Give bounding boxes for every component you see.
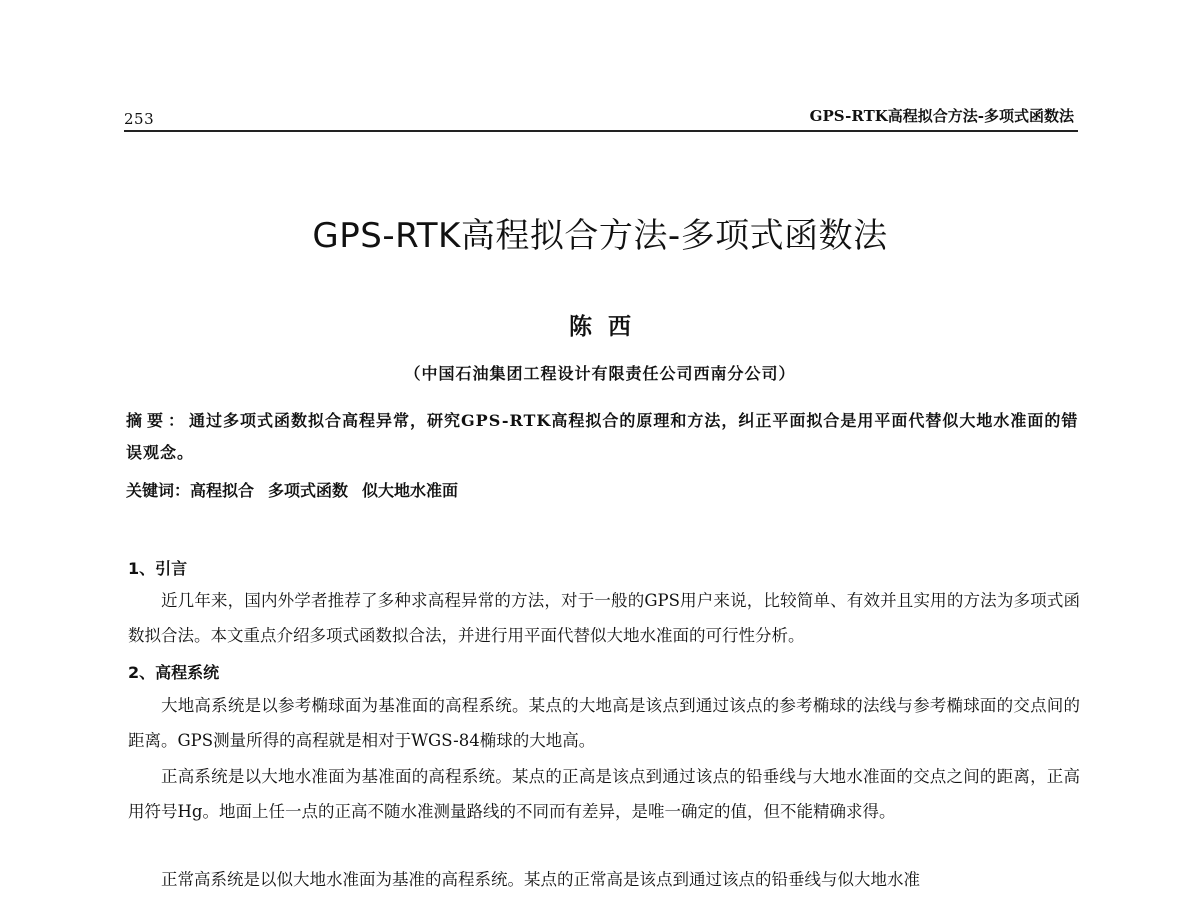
keyword-item: 多项式函数 bbox=[268, 481, 349, 500]
page-number: 253 bbox=[124, 110, 155, 128]
body-paragraph: 正高系统是以大地水准面为基准面的高程系统。某点的正高是该点到通过该点的铅垂线与大地水准面的交点之间的距离，正高用符号Hg。地面上任一点的正高不随水准测量路线的不同而有差异，是唯一确定的值，但不能精确求得。 bbox=[128, 767, 1080, 821]
body-paragraph: 正常高系统是以似大地水准面为基准的高程系统。某点的正常高是该点到通过该点的铅垂线与似大地水准 bbox=[161, 870, 920, 889]
keywords-label: 关键词： bbox=[126, 481, 191, 500]
body-paragraph: 大地高系统是以参考椭球面为基准面的高程系统。某点的大地高是该点到通过该点的参考椭球的法线与参考椭球面的交点间的距离。GPS测量所得的高程就是相对于WGS-84椭球的大地高。 bbox=[128, 696, 1080, 750]
paper-title: GPS-RTK高程拟合方法-多项式函数法 bbox=[312, 216, 888, 256]
keywords bbox=[126, 478, 1080, 504]
author-name: 陈西 bbox=[569, 313, 647, 340]
body-paragraph: 近几年来，国内外学者推荐了多种求高程异常的方法，对于一般的GPS用户来说，比较简单、有效并且实用的方法为多项式函数拟合法。本文重点介绍多项式函数拟合法，并进行用平面代替似大地水准面的可行性分析。 bbox=[128, 591, 1080, 645]
running-title: GPS-RTK高程拟合方法-多项式函数法 bbox=[809, 107, 1074, 125]
abstract-text: 通过多项式函数拟合高程异常，研究GPS-RTK高程拟合的原理和方法，纠正平面拟合是用平面代替似大地水准面的错误观念。 bbox=[126, 411, 1079, 462]
abstract-label: 摘要： bbox=[126, 411, 190, 430]
abstract bbox=[126, 405, 1080, 469]
author-affiliation: （中国石油集团工程设计有限责任公司西南分公司） bbox=[404, 364, 796, 383]
keyword-item: 高程拟合 bbox=[190, 481, 255, 500]
section-heading: 1、引言 bbox=[128, 559, 188, 578]
keyword-item: 似大地水准面 bbox=[362, 481, 459, 500]
section-heading: 2、高程系统 bbox=[128, 663, 220, 682]
page-header bbox=[124, 96, 1078, 132]
